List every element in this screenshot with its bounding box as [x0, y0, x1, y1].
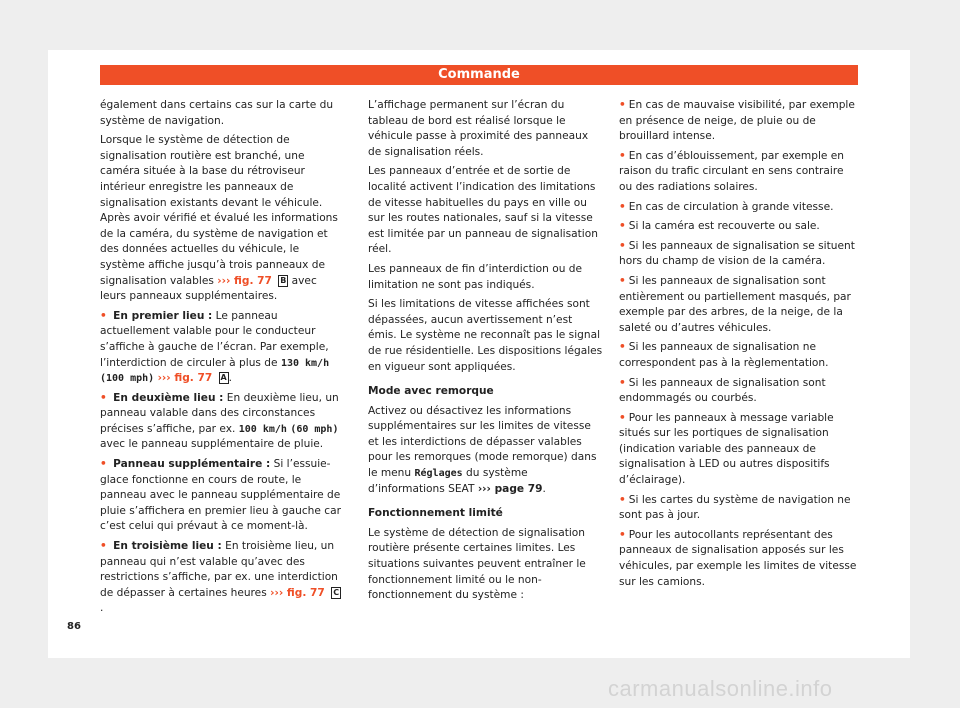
bullet-icon: •	[619, 376, 626, 389]
list-item: • Si les cartes du système de navigation ne sont pas à jour.	[619, 493, 851, 522]
bullet-icon: •	[619, 239, 626, 252]
menu-name: Réglages	[414, 468, 463, 480]
bullet-icon: •	[619, 528, 626, 541]
figure-label-a: A	[220, 373, 227, 383]
list-item: • En deuxième lieu : En deuxième lieu, un panneau valable dans des circonstances précises s’affiche, par ex. 100 km/h (60 mph) avec le panneau supplémentaire de pluie.	[100, 391, 339, 451]
section-header	[100, 65, 858, 85]
figure-link[interactable]: ››› fig. 77	[270, 586, 325, 599]
figure-label-b: B	[280, 275, 287, 285]
list-item: • Pour les autocollants représentant des panneaux de signalisation apposés sur les véhicules, par exemple les limites de vitesse sur les camions.	[619, 528, 857, 588]
bullet-icon: •	[619, 220, 626, 233]
list-item: • Si les panneaux de signalisation se situent hors du champ de vision de la caméra.	[619, 239, 855, 268]
column-right	[619, 98, 857, 594]
page-number: 86	[67, 621, 81, 632]
section-title: Commande	[438, 67, 520, 82]
bullet-icon: •	[619, 200, 626, 213]
list-item: • Si les panneaux de signalisation sont entièrement ou partiellement masqués, par exemple par des arbres, de la neige, de la saleté ou d’autres véhicules.	[619, 274, 851, 334]
list-item: • Si la caméra est recouverte ou sale.	[619, 220, 820, 233]
list-item: • En cas de mauvaise visibilité, par exemple en présence de neige, de pluie ou de brouillard intense.	[619, 99, 855, 143]
bullet-icon: •	[619, 411, 626, 424]
list-item: • En cas de circulation à grande vitesse.	[619, 200, 834, 213]
bullet-icon: •	[619, 341, 626, 354]
list-item: • Pour les panneaux à message variable situés sur les portiques de signalisation (indication variable des panneaux de signalisation à LED ou autres dispositifs d’éclairage).	[619, 411, 834, 487]
paragraph: Les panneaux d’entrée et de sortie de localité activent l’indication des limitations de vitesse habituelles du pays en ville ou sur les routes nationales, sauf si la vitesse est limitée par un panneau de signalisation réel.	[368, 165, 598, 256]
bullet-icon: •	[100, 309, 107, 322]
list-item: • En troisième lieu : En troisième lieu, un panneau qui n’est valable qu’avec des restrictions s’affiche, par ex. une interdiction de dépasser à certaines heures ››› fig. 77 C.	[100, 539, 344, 617]
figure-label-c: C	[331, 587, 341, 599]
subheading-trailer-mode: Mode avec remorque	[368, 385, 494, 398]
paragraph: Activez ou désactivez les informations supplémentaires sur les limites de vitesse et les interdictions de dépasser valables pour les remorques (mode remorque) dans le menu Réglages du système d’informations SEAT ››› page 79.	[368, 404, 597, 495]
bullet-icon: •	[619, 149, 626, 162]
page-link[interactable]: ››› page 79	[477, 482, 543, 495]
bullet-icon: •	[100, 540, 107, 553]
bullet-icon: •	[619, 493, 626, 506]
paragraph: également dans certains cas sur la carte du système de navigation.	[100, 99, 334, 127]
list-item: • En cas d’éblouissement, par exemple en raison du trafic circulant en sens contraire ou des radiations solaires.	[619, 149, 845, 193]
list-item: • Si les panneaux de signalisation sont endommagés ou courbés.	[619, 376, 826, 405]
paragraph: Le système de détection de signalisation routière présente certaines limites. Les situations suivantes peuvent entraîner le fonctionnement limité ou le non-fonctionnement du système :	[368, 526, 586, 602]
figure-link[interactable]: ››› fig. 77	[217, 274, 272, 287]
manual-page	[48, 50, 910, 658]
paragraph: Lorsque le système de détection de signalisation routière est branché, une caméra située à la base du rétroviseur intérieur enregistre les panneaux de signalisation existants devant le véhicule. Après avoir vérifié et évalué les informations de la caméra, du système de navigation et des données actuelles du véhicule, le système affiche jusqu’à trois panneaux de signalisation valables ››› fig. 77 B avec leurs panneaux supplémentaires.	[100, 134, 338, 303]
bullet-icon: •	[619, 99, 626, 111]
subheading-limited-operation: Fonctionnement limité	[368, 507, 503, 520]
figure-link[interactable]: ››› fig. 77	[157, 372, 213, 385]
bullet-icon: •	[100, 391, 107, 404]
watermark-text: carmanualsonline.info	[608, 676, 833, 701]
list-item: • Panneau supplémentaire : Si l’essuie-glace fonctionne en cours de route, le panneau avec le panneau supplémentaire de pluie s’affichera en premier lieu à gauche car c’est celui qui prévaut à ce moment-là.	[100, 458, 341, 533]
paragraph: L’affichage permanent sur l’écran du tableau de bord est réalisé lorsque le véhicule passe à proximité des panneaux de signalisation réels.	[368, 99, 589, 158]
paragraph: Si les limitations de vitesse affichées sont dépassées, aucun avertissement n’est émis. Le système ne reconnaît pas le signal de rue résidentielle. Les dispositions légales en vigueur sont appliquées.	[368, 298, 603, 373]
bullet-icon: •	[100, 458, 107, 471]
list-item: • En premier lieu : Le panneau actuellement valable pour le conducteur s’affiche à gauche de l’écran. Par exemple, l’interdiction de circuler à plus de 130 km/h (100 mph) ››› fig. 77 A .	[100, 309, 330, 385]
paragraph: Les panneaux de fin d’interdiction ou de limitation ne sont pas indiqués.	[368, 262, 583, 291]
column-middle	[368, 98, 604, 608]
bullet-icon: •	[619, 274, 626, 287]
list-item: • Si les panneaux de signalisation ne correspondent pas à la règlementation.	[619, 341, 829, 369]
column-left	[100, 98, 344, 621]
